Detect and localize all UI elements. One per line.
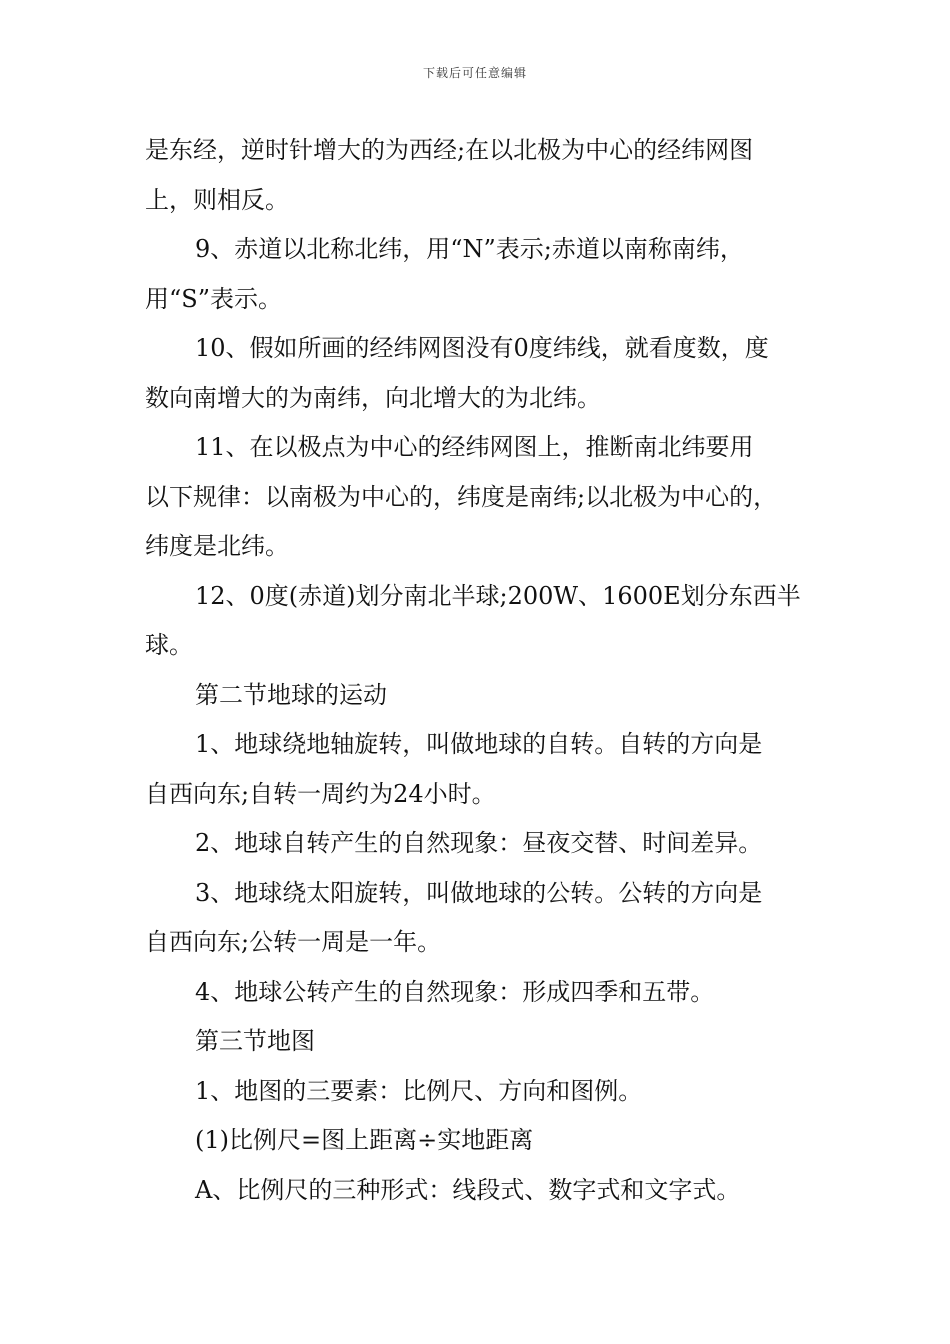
section-heading [145, 671, 825, 721]
text-line: 2、地球自转产生的自然现象：昼夜交替、时间差异。 [195, 829, 763, 857]
text-line: 11、在以极点为中心的经纬网图上，推断南北纬要用 [195, 433, 754, 461]
text-line: 自西向东;自转一周约为24小时。 [145, 779, 496, 808]
paragraph [145, 720, 825, 819]
text-line: 4、地球公转产生的自然现象：形成四季和五带。 [195, 977, 715, 1006]
text-line: 以下规律：以南极为中心的，纬度是南纬;以北极为中心的， [145, 482, 778, 511]
text-line: 球。 [145, 631, 193, 659]
text-line: 12、0度(赤道)划分南北半球;200W、1600E划分东西半 [195, 581, 801, 610]
text-line: 第三节地图 [195, 1027, 315, 1055]
text-line: 10、假如所画的经纬网图没有0度纬线，就看度数，度 [195, 334, 769, 362]
paragraph [145, 1067, 825, 1117]
paragraph [145, 423, 825, 572]
text-line: 数向南增大的为南纬，向北增大的为北纬。 [145, 383, 601, 412]
paragraph [145, 869, 825, 968]
paragraph [145, 1116, 825, 1166]
paragraph [145, 126, 825, 225]
paragraph [145, 324, 825, 423]
text-line: 是东经，逆时针增大的为西经;在以北极为中心的经纬网图 [145, 136, 754, 164]
paragraph [145, 1166, 825, 1216]
text-line: 9、赤道以北称北纬，用“N”表示;赤道以南称南纬， [195, 235, 744, 263]
text-line: 用“S”表示。 [145, 284, 282, 313]
text-line: 自西向东;公转一周是一年。 [145, 928, 442, 956]
text-line: 纬度是北纬。 [145, 532, 289, 560]
paragraph [145, 819, 825, 869]
text-line: 1、地图的三要素：比例尺、方向和图例。 [195, 1076, 643, 1105]
text-line: 1、地球绕地轴旋转，叫做地球的自转。自转的方向是 [195, 730, 763, 758]
document-body [145, 126, 825, 1215]
paragraph [145, 968, 825, 1018]
header-note: 下载后可任意编辑 [422, 66, 527, 80]
text-line: 第二节地球的运动 [195, 680, 387, 709]
text-line: 上，则相反。 [145, 185, 289, 214]
text-line: (1)比例尺=图上距离÷实地距离 [195, 1126, 534, 1154]
text-line: A、比例尺的三种形式：线段式、数字式和文字式。 [195, 1175, 741, 1204]
paragraph [145, 572, 825, 671]
section-heading [145, 1017, 825, 1067]
paragraph [145, 225, 825, 324]
text-line: 3、地球绕太阳旋转，叫做地球的公转。公转的方向是 [195, 878, 763, 907]
